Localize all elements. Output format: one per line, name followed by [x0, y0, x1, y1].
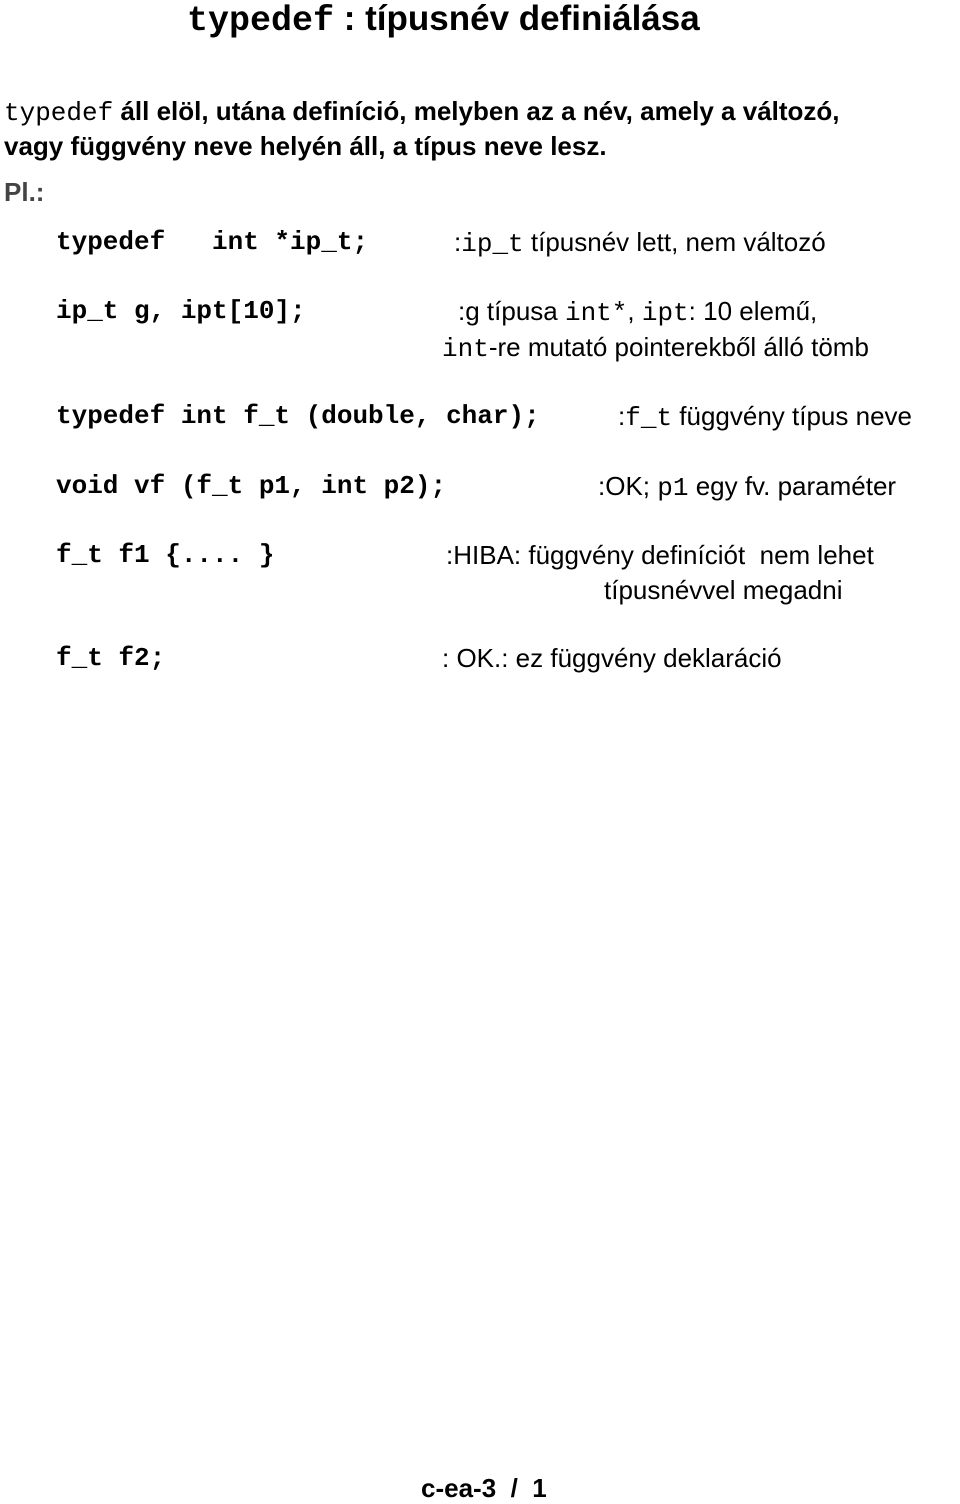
comment-code: p1: [657, 473, 689, 503]
page-footer: c-ea-3 / 1: [421, 1473, 547, 1503]
example-6-code: f_t f2;: [56, 643, 166, 673]
example-1-code: typedef int *ip_t;: [56, 227, 369, 257]
comment-prefix: :OK;: [598, 471, 658, 501]
example-3-comment: [618, 401, 912, 433]
example-6-comment: : OK.: ez függvény deklaráció: [442, 643, 782, 673]
example-1-comment: [454, 227, 826, 259]
comment-prefix: :: [618, 401, 626, 431]
example-5-code: f_t f1 {.... }: [56, 540, 275, 570]
example-2-comment-line-2: [442, 332, 869, 364]
comment-part: : 10 elemű,: [688, 296, 818, 326]
title-text: : típusnév definiálása: [334, 0, 700, 38]
comment-code: ip_t: [461, 229, 524, 259]
example-5-comment-line-1: :HIBA: függvény definíciót nem lehet: [446, 540, 874, 570]
example-5-comment-line-2: típusnévvel megadni: [604, 575, 843, 605]
comment-code: int*: [564, 298, 628, 328]
intro-text-1: áll elöl, utána definíció, melyben az a név, amely a változó,: [113, 96, 840, 126]
comment-code: ipt: [641, 298, 689, 328]
comment-part: ,: [627, 296, 642, 326]
example-2-comment-line-1: [458, 296, 817, 328]
comment-part: :g típusa: [458, 296, 565, 326]
title-code: typedef: [187, 1, 335, 41]
comment-text: típusnév lett, nem változó: [523, 227, 826, 257]
comment-code: f_t: [625, 403, 673, 433]
comment-text: -re mutató pointerekből álló tömb: [488, 332, 869, 362]
intro-line-1: [4, 96, 840, 128]
example-4-code: void vf (f_t p1, int p2);: [56, 471, 447, 501]
intro-code: typedef: [4, 98, 114, 128]
comment-code: int: [442, 334, 489, 364]
comment-text: egy fv. paraméter: [688, 471, 897, 501]
comment-prefix: :: [454, 227, 462, 257]
example-4-comment: [598, 471, 896, 503]
comment-text: függvény típus neve: [672, 401, 912, 431]
intro-line-2: vagy függvény neve helyén áll, a típus neve lesz.: [4, 131, 607, 161]
example-2-code: ip_t g, ipt[10];: [56, 296, 306, 326]
example-label: Pl.:: [4, 177, 45, 207]
page-title: [187, 0, 700, 41]
example-3-code: typedef int f_t (double, char);: [56, 401, 540, 431]
